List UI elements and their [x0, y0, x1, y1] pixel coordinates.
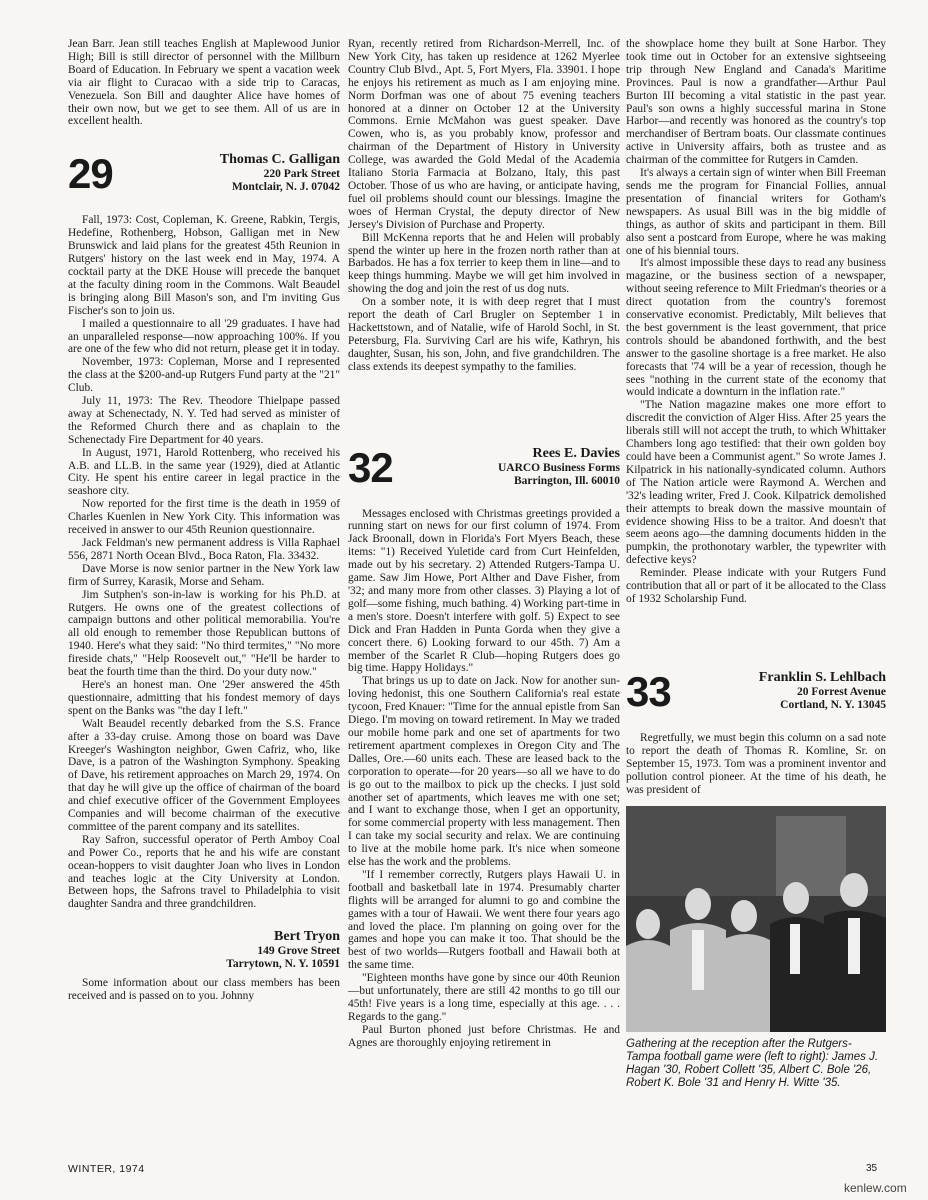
group-photo-illustration [626, 806, 886, 1032]
paragraph: Messages enclosed with Christmas greetings provided a running start on news for our first column of 1974. From Jack Broonall, down in Florida's Fort Myers Beach, these items: "1) Received Yuletide card from Curt Heinfelden, made out by his secretary. 2) Attended Rutgers-Tampa U. game. Saw Jim Howe, Port Alther and Dave Fisher, from '32; and many more from other classes. 3) Playing a lot of golf—some fishing, much bathing. 4) Working part-time in a men's store. Doesn't interfere with golf. 5) Expect to see Dick and Fran Hadden in Punta Gorda when they give a concert there. 6) Looking forward to our 45th. 7) Am a member of the Scarlet R Club—hoping Rutgers does go big time. Happy Holidays." [348, 507, 620, 675]
issue-label: WINTER, 1974 [68, 1163, 145, 1175]
paragraph: Dave Morse is now senior partner in the New York law firm of Surrey, Karasik, Morse and Seham. [68, 562, 340, 588]
column-3 [626, 38, 886, 1090]
intro-paragraph: Jean Barr. Jean still teaches English at Maplewood Junior High; Bill is still director of personnel with the Millburn Board of Education. In February we spent a vacation week via air flight to Curacao with a side trip to Caracas, Venezuela. Son Bill and daughter Alice have homes of their own now, but we get to see them. All of us are in excellent health. [68, 38, 340, 128]
paragraph: Jim Sutphen's son-in-law is working for his Ph.D. at Rutgers. He owns one of the greatest collections of campaign buttons and other political memorabilia. You're all old enough to remember those Republican buttons of 1940. Here's what they said: "No third termites," "No more fireside chats," "Help Roosevelt out," "He'll be harder to beat the fourth time than the third. Do your duty now." [68, 588, 340, 679]
column-2 [348, 38, 620, 1050]
street: 220 Park Street [263, 168, 340, 181]
secretary-name: Rees E. Davies [532, 445, 620, 461]
class-32-header [348, 444, 620, 502]
watermark: kenlew.com [844, 1181, 907, 1195]
class-number: 32 [348, 443, 393, 491]
paragraph: Now reported for the first time is the death in 1959 of Charles Kuenlen in New York City. This information was received in answer to our 45th Reunion questionnaire. [68, 498, 340, 537]
class-33-header [626, 668, 886, 726]
street: UARCO Business Forms [497, 461, 620, 474]
paragraph: It's almost impossible these days to read any business magazine, or the business section of a newspaper, without seeing reference to Milt Friedman's theories or a direct quotation from the country's foremost conservative economist. Predictably, Milt believes that the best government is the least government, that price controls should be abandoned forthwith, and the best answer to the gasoline shortage is a free market. He also forecasts that '74 will be a year of recession, though he sees "nothing in the current state of the economy that would indicate a downturn in the inflation rate." [626, 257, 886, 399]
paragraph: Fall, 1973: Cost, Copleman, K. Greene, Rabkin, Tergis, Hedefine, Rothenberg, Hobson, Galligan met in New Brunswick and laid plans for the greatest 45th Reunion in Rutgers' history on the last week end in May, 1974. A cocktail party at the DKE House will precede the banquet at the faculty dining room in the Commons. Walt Beaudel is bringing along Bill Mason's son, and I'm inviting Gus Fischer's son to join us. [68, 214, 340, 317]
class-number: 29 [68, 150, 113, 198]
paragraph: Walt Beaudel recently debarked from the S.S. France after a 33-day cruise. Among those on board was Dave Kreeger's Washington neighbor, Gwen Cafriz, who, like Dave, is a patron of the Washington Symphony. Speaking of Dave, his retirement approaches on March 29, 1974. On that day he will give up the office of chairman of the board and chief executive officer of the Government Employees Companies and will become chairman of the executive committee of the parent company and its satellites. [68, 717, 340, 833]
street: 149 Grove Street [257, 945, 340, 958]
paragraph: Here's an honest man. One '29er answered the 45th questionnaire, admitting that his fondest memory of days spent on the Banks was "the day I left." [68, 678, 340, 717]
city: Barrington, Ill. 60010 [513, 474, 620, 487]
group-photo [626, 806, 886, 1032]
paragraph: In August, 1971, Harold Rottenberg, who received his A.B. and LL.B. in the same year (1929), died at Atlantic City. He spent his entire career in legal practice in the seashore city. [68, 446, 340, 498]
class-30-header [68, 929, 340, 971]
class-secretary-address [220, 152, 340, 194]
paragraph: Reminder. Please indicate with your Rutgers Fund contribution that all or part of it be allocated to the Class of 1932 Scholarship Fund. [626, 567, 886, 605]
secretary-name: Franklin S. Lehlbach [758, 669, 886, 685]
paragraph: "The Nation magazine makes one more effort to discredit the conviction of Alger Hiss. After 25 years the liberals still will not accept the truth, to which Whittaker Chambers long ago testified: that their own golden boy could have been a Communist agent." So wrote James J. Kilpatrick in his nationally-syndicated column. Authors of The Nation article were Raymond A. Werchen and '32's leading writer, Fred J. Cook. Kilpatrick demolished their attempts to break down the massive mountain of evidence showing Hiss to be a traitor. And doesn't that seem aeons ago—the damning documents hidden in the pumpkin, the prothonotary warbler, the typewriter with defective keys? [626, 399, 886, 567]
paragraph: That brings us up to date on Jack. Now for another sun-loving hedonist, this one Southern California's real estate tycoon, Fred Knauer: "Time for the annual epistle from San Diego. I'm moving on toward retirement. In May we traded our mobile home park and one set of apartments for two retirement apartment complexes in Oregon City and The Dalles, Ore.—60 units each. These are leased back to the corporation to operate—for 20 years—so all we have to do is go out to the mailbox to pick up the checks. I just sold another set of apartments, which leaves me with one set; and I want to exchange those, when I get an opportunity, for some commercial property with less management. Then I can take my social security and relax. We are continuing to live at the mobile home park. It's nice when someone else has the work and the problems. [348, 675, 620, 869]
class-number: 33 [626, 667, 671, 715]
paragraph: Regretfully, we must begin this column on a sad note to report the death of Thomas R. Komline, Sr. on September 15, 1973. Tom was a prominent inventor and pollution control pioneer. At the time of his death, he was president of [626, 731, 886, 796]
paragraph: Bill McKenna reports that he and Helen will probably spend the winter up here in the frozen north rather than at Barbados. He has a fox terrier to keep them in line—and to keep things humming. Maybe we will get him involved in showing the dog and join the rest of us dog nuts. [348, 231, 620, 296]
paragraph: On a somber note, it is with deep regret that I must report the death of Carl Brugler on September 1 in Hackettstown, and of Natalie, wife of Harold Sochl, in St. Petersburg, Fla. Surviving Carl are his wife, Kathryn, his daughter, Susan, his son, John, and five grandchildren. The class extends its deepest sympathy to the families. [348, 296, 620, 373]
secretary-name: Thomas C. Galligan [219, 152, 340, 168]
paragraph: Ryan, recently retired from Richardson-Merrell, Inc. of New York City, has taken up residence at 1262 Myerlee Country Club Blvd., Apt. 5, Fort Myers, Fla. 33901. I hope he enjoys his retirement as much as I am enjoying mine. Norm Dorfman was one of about 75 evening teachers honored at a dinner on October 12 at the University Commons. Ernie McMahon was guest speaker. Dave Cowen, who is, as you probably know, professor and chairman of the Department of History in University College, was awarded the Gold Medal of the Academia Italiano Storia Farmacia at Bolzano, Italy, this past October. Those of us who are having, or anticipate having, fuel oil problems should count our blessings. Imagine the woes of Herman Crystal, the deputy director of New Jersey's Division of Purchase and Property. [348, 38, 620, 231]
paragraph: Ray Safron, successful operator of Perth Amboy Coal and Power Co., reports that he and his wife are constant ocean-hoppers to visit daughter Joan who lives in London and teaches logic at the City University at London. Between hops, the Safrons travel to Philadelphia to visit daughter Sandra and three grandchildren. [68, 833, 340, 911]
paragraph: Jack Feldman's new permanent address is Villa Raphael 556, 2871 North Ocean Blvd., Boca Raton, Fla. 33432. [68, 537, 340, 562]
paragraph: Some information about our class members has been received and is passed on to you. Johnny [68, 977, 340, 1003]
class-secretary-address [759, 670, 886, 712]
paragraph: I mailed a questionnaire to all '29 graduates. I have had an unparalleled response—now approaching 100%. If you are one of the few who did not return, please get it in today. [68, 317, 340, 356]
city: Tarrytown, N. Y. 10591 [226, 958, 340, 971]
paragraph: Paul Burton phoned just before Christmas. He and Agnes are thoroughly enjoying retirement in [348, 1023, 620, 1049]
paragraph: November, 1973: Copleman, Morse and I represented the class at the $200-and-up Rutgers Fund party at the "21" Club. [68, 356, 340, 395]
city: Montclair, N. J. 07042 [231, 181, 340, 194]
photo-caption: Gathering at the reception after the Rutgers-Tampa football game were (left to right): James J. Hagan '30, Robert Collett '35, Albert C. Bole '26, Robert K. Bole '31 and Henry H. Witte '35. [626, 1038, 879, 1090]
paragraph: the showplace home they built at Sone Harbor. They took time out in October for an extensive sightseeing trip through New England and Canada's Maritime Provinces. Paul is now a grandfather—Arthur Paul Burton III becoming a vital statistic in the past year. Paul's son owns a highly successful marina in Stone Harbor—and recently was honored as the country's top merchandiser of Bertram boats. Our classmate continues active in University affairs, both as trustee and as chairman of the committee for Rutgers in Camden. [626, 38, 886, 167]
page-number: 35 [866, 1163, 878, 1174]
secretary-name: Bert Tryon [274, 929, 340, 945]
column-1 [68, 38, 340, 1003]
class-29-header [68, 150, 340, 208]
paragraph: "If I remember correctly, Rutgers plays Hawaii U. in football and basketball late in 1974. Presumably charter flights will be arranged for alumni to go and combine the games with a tour of Hawaii. We went there four years ago and loved the place. I'm planning on going over for the games and hope you can make it too. That should be the best of two worlds—Rutgers football and Hawaii both at the same time. [348, 868, 620, 972]
paragraph: It's always a certain sign of winter when Bill Freeman sends me the program for Financial Follies, annual presentation of financial writers for Gotham's newspapers. As usual Bill was in the big middle of things, as author of skits and participant in them. Bill also sent a postcard from Europe, where he was making one of his biennial tours. [626, 167, 886, 257]
street: 20 Forrest Avenue [796, 685, 886, 698]
paragraph: July 11, 1973: The Rev. Theodore Thielpape passed away at Schenectady, N. Y. Ted had served as minister of the Reformed Church there and as chaplain to the Schenectady Fire Department for 40 years. [68, 395, 340, 446]
class-secretary-address [498, 446, 620, 488]
paragraph: "Eighteen months have gone by since our 40th Reunion—but unfortunately, there are still 42 months to go till our 45th! Five years is a long time, especially at this age. . . . Regards to the gang." [348, 972, 620, 1023]
city: Cortland, N. Y. 13045 [780, 698, 886, 711]
